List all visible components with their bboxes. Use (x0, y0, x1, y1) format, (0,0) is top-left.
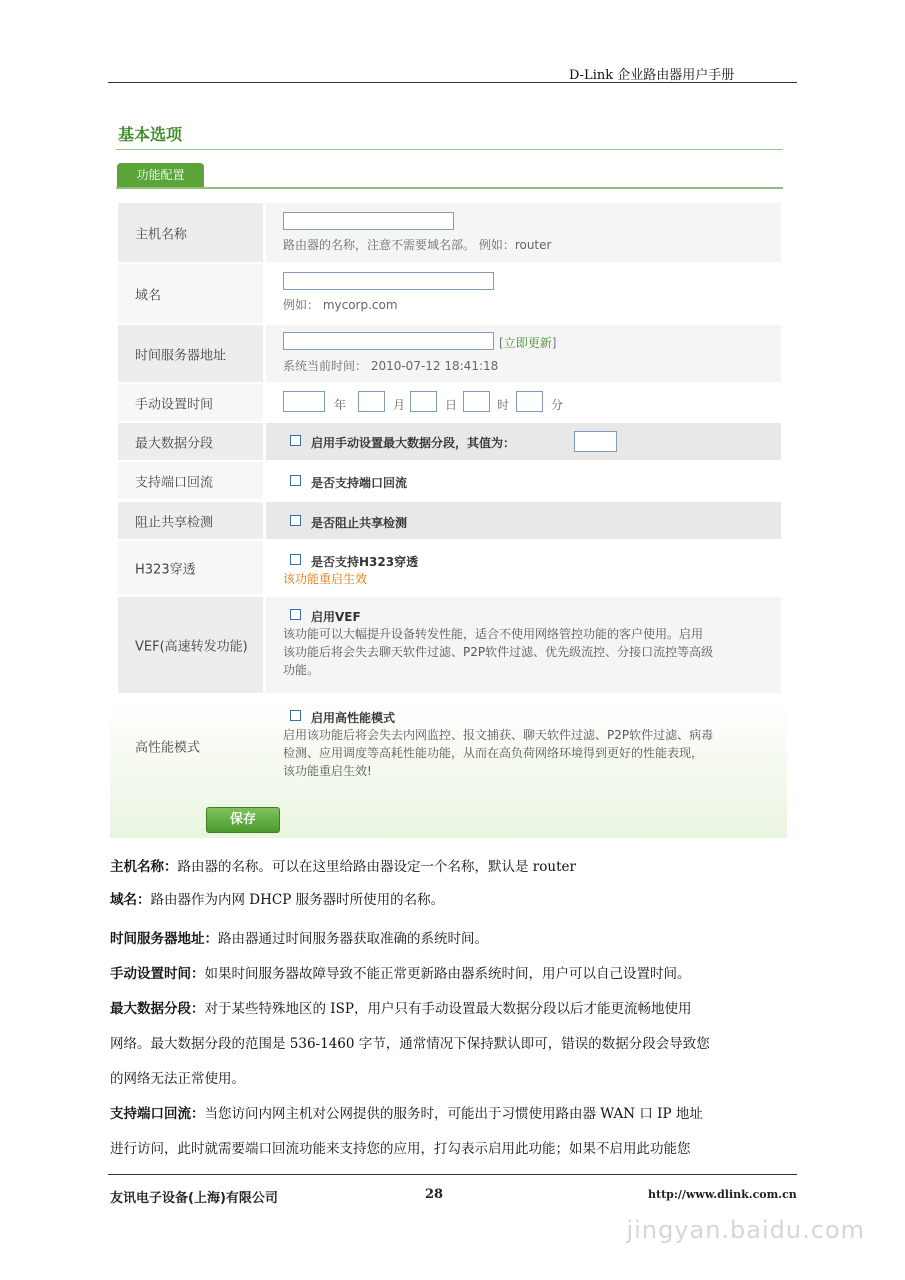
year-input[interactable] (283, 391, 325, 412)
para-text: 路由器通过时间服务器获取准确的系统时间。 (218, 931, 488, 947)
footer-url: http://www.dlink.com.cn (648, 1188, 797, 1201)
day-input[interactable] (410, 391, 437, 412)
update-bracket-right: ] (551, 336, 557, 350)
day-unit: 日 (445, 398, 458, 412)
minute-input[interactable] (516, 391, 543, 412)
section-title: 基本选项 (118, 125, 183, 144)
section-title-divider (116, 149, 783, 150)
para-term: 域名： (110, 892, 151, 908)
loopback-checkbox-label: 是否支持端口回流 (311, 476, 408, 490)
vef-value-cell (266, 597, 781, 693)
share-detect-value-cell (266, 502, 781, 539)
ntp-server-input[interactable] (283, 332, 494, 350)
row-manual-time (118, 384, 781, 421)
para-text: 对于某些特殊地区的 ISP，用户只有手动设置最大数据分段以后才能更流畅地使用 (204, 1001, 692, 1017)
para-manual-time (110, 962, 691, 982)
system-time-hint: 系统当前时间： 2010-07-12 18:41:18 (283, 359, 499, 373)
row-h323 (118, 541, 781, 594)
vef-desc-line: 功能。 (283, 663, 320, 677)
perf-checkbox[interactable] (290, 710, 301, 721)
h323-label: H323穿透 (135, 562, 196, 577)
manual-time-label: 手动设置时间 (135, 397, 214, 412)
page-number: 28 (425, 1187, 444, 1202)
loopback-label: 支持端口回流 (135, 475, 214, 490)
vef-label: VEF(高速转发功能) (135, 639, 248, 655)
share-detect-checkbox-label: 是否阻止共享检测 (311, 516, 408, 530)
mss-value-input[interactable] (574, 431, 617, 452)
mss-checkbox[interactable] (290, 435, 301, 446)
manual-time-value-cell (266, 384, 781, 421)
para-text: 当您访问内网主机对公网提供的服务时，可能出于习惯使用路由器 WAN 口 IP 地址 (204, 1106, 703, 1122)
perf-desc-line: 该功能重启生效! (283, 764, 372, 778)
mss-label-cell (118, 423, 263, 460)
domain-label-cell (118, 264, 263, 323)
footer-divider (108, 1174, 797, 1175)
page-header-title: D-Link 企业路由器用户手册 (569, 68, 735, 83)
hour-input[interactable] (463, 391, 490, 412)
share-detect-label-cell (118, 502, 263, 539)
loopback-checkbox[interactable] (290, 475, 301, 486)
perf-label: 高性能模式 (135, 740, 201, 755)
hostname-input[interactable] (283, 212, 454, 230)
row-domain (118, 264, 781, 323)
domain-label: 域名 (135, 288, 162, 303)
row-hostname (118, 203, 781, 262)
mss-label: 最大数据分段 (135, 436, 214, 451)
row-vef (118, 597, 781, 693)
manual-time-label-cell (118, 384, 263, 421)
h323-checkbox[interactable] (290, 554, 301, 565)
vef-checkbox[interactable] (290, 609, 301, 620)
perf-checkbox-label: 启用高性能模式 (311, 711, 396, 725)
header-divider (108, 82, 797, 83)
para-loopback-cont: 进行访问，此时就需要端口回流功能来支持您的应用，打勾表示启用此功能；如果不启用此功能您 (110, 1141, 691, 1157)
perf-desc-line: 启用该功能后将会失去内网监控、报文捕获、聊天软件过滤、P2P软件过滤、病毒 (283, 728, 714, 742)
para-text: 路由器的名称。可以在这里给路由器设定一个名称，默认是 router (177, 859, 576, 875)
para-text: 路由器作为内网 DHCP 服务器时所使用的名称。 (150, 892, 445, 908)
update-now-wrap (499, 334, 556, 351)
month-unit: 月 (393, 398, 406, 412)
para-term: 手动设置时间： (110, 966, 205, 982)
para-term: 主机名称： (110, 859, 178, 875)
row-performance-mode (118, 698, 781, 793)
row-max-segment (118, 423, 781, 460)
mss-value-cell (266, 423, 781, 460)
h323-value-cell (266, 541, 781, 594)
hour-unit: 时 (497, 398, 510, 412)
vef-desc-line: 该功能后将会失去聊天软件过滤、P2P软件过滤、优先级流控、分接口流控等高级 (283, 645, 714, 659)
vef-checkbox-label: 启用VEF (311, 610, 361, 624)
footer-company: 友讯电子设备(上海)有限公司 (110, 1191, 278, 1206)
para-text: 如果时间服务器故障导致不能正常更新路由器系统时间，用户可以自己设置时间。 (204, 966, 691, 982)
row-port-loopback (118, 462, 781, 499)
para-ntp (110, 927, 488, 947)
tab-function-config[interactable]: 功能配置 (117, 163, 204, 187)
update-bracket-left: [ (499, 336, 504, 350)
hostname-label: 主机名称 (135, 227, 188, 242)
vef-description (283, 625, 778, 679)
hostname-value-cell (266, 203, 781, 262)
vef-label-cell (118, 597, 263, 693)
ntp-label-cell (118, 325, 263, 382)
perf-value-cell (266, 698, 781, 793)
save-button[interactable]: 保存 (206, 807, 280, 833)
watermark: jingyan.baidu.com (626, 1216, 865, 1244)
mss-checkbox-label: 启用手动设置最大数据分段，其值为： (311, 436, 516, 450)
para-term: 时间服务器地址： (110, 931, 218, 947)
tab-divider (116, 187, 783, 189)
para-mss-cont: 的网络无法正常使用。 (110, 1071, 245, 1087)
hostname-label-cell (118, 203, 263, 262)
share-detect-checkbox[interactable] (290, 515, 301, 526)
para-term: 最大数据分段： (110, 1001, 205, 1017)
h323-restart-note: 该功能重启生效 (283, 572, 368, 586)
month-input[interactable] (358, 391, 385, 412)
para-loopback (110, 1102, 703, 1122)
year-unit: 年 (334, 398, 347, 412)
settings-form (110, 201, 787, 838)
para-hostname (110, 855, 576, 875)
h323-checkbox-label: 是否支持H323穿透 (311, 555, 419, 569)
domain-value-cell (266, 264, 781, 323)
domain-hint: 例如： mycorp.com (283, 298, 398, 312)
update-now-link[interactable]: 立即更新 (503, 336, 552, 350)
row-share-detect (118, 502, 781, 539)
para-mss-cont: 网络。最大数据分段的范围是 536-1460 字节，通常情况下保持默认即可，错误的数据分段会导致您 (110, 1036, 710, 1052)
para-mss (110, 997, 691, 1017)
row-ntp-server (118, 325, 781, 382)
ntp-label: 时间服务器地址 (135, 348, 227, 363)
vef-desc-line: 该功能可以大幅提升设备转发性能，适合不使用网络管控功能的客户使用。启用 (283, 627, 704, 641)
loopback-value-cell (266, 462, 781, 499)
share-detect-label: 阻止共享检测 (135, 515, 214, 530)
perf-description (283, 726, 781, 780)
para-term: 支持端口回流： (110, 1106, 205, 1122)
hostname-hint: 路由器的名称，注意不需要域名部。 例如：router (283, 238, 552, 252)
minute-unit: 分 (551, 398, 564, 412)
h323-label-cell (118, 541, 263, 594)
perf-desc-line: 检测、应用调度等高耗性能功能，从而在高负荷网络环境得到更好的性能表现， (283, 746, 704, 760)
domain-input[interactable] (283, 272, 494, 290)
para-domain (110, 888, 444, 908)
loopback-label-cell (118, 462, 263, 499)
ntp-value-cell (266, 325, 781, 382)
